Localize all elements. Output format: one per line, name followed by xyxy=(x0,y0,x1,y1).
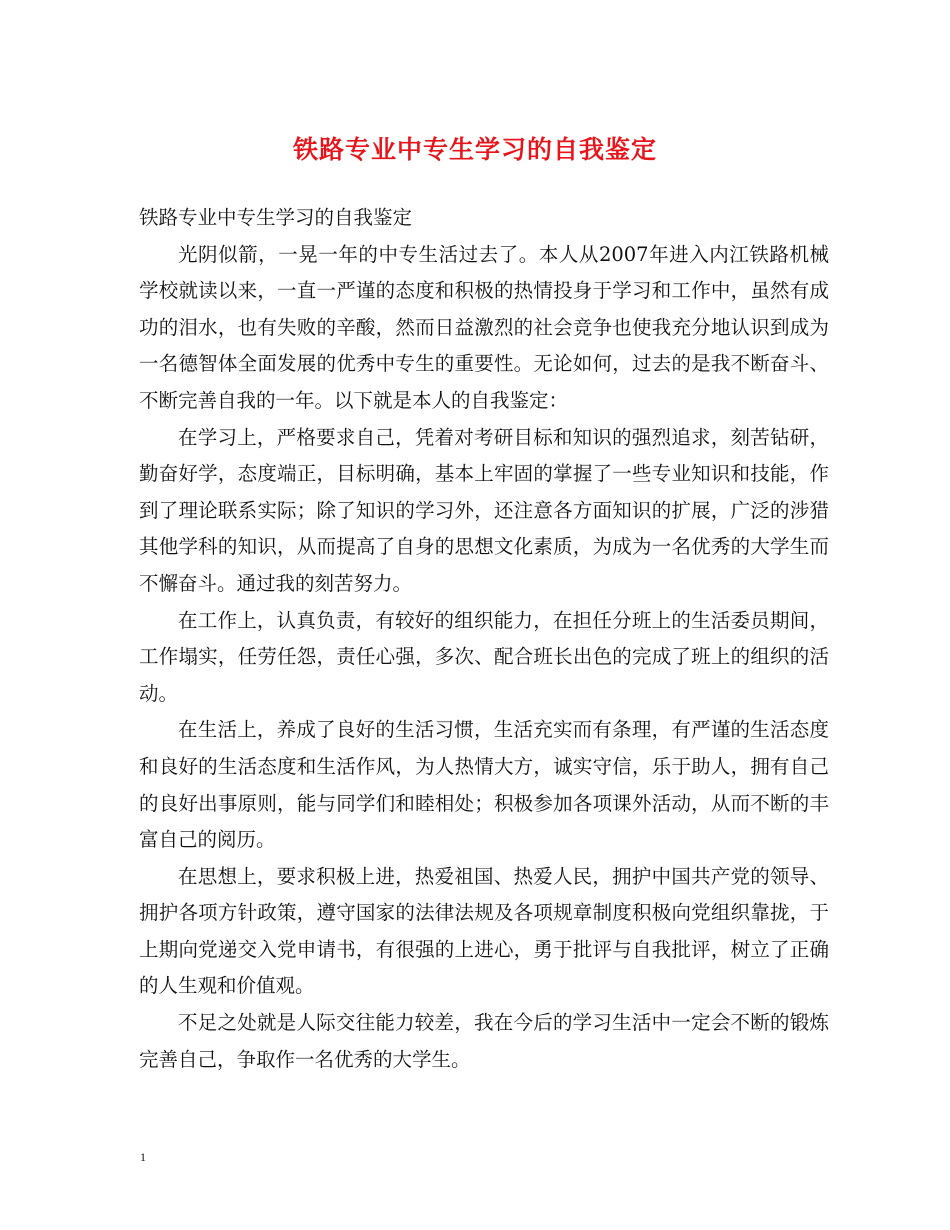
paragraph-study: 在学习上，严格要求自己，凭着对考研目标和知识的强烈追求，刻苦钻研，勤奋好学，态度端正，目标明确，基本上牢固的掌握了一些专业知识和技能，作到了理论联系实际；除了知识的学习外，还注意各方面知识的扩展，广泛的涉猎其他学科的知识，从而提高了自身的思想文化素质，为成为一名优秀的大学生而不懈奋斗。通过我的刻苦努力。 xyxy=(139,425,829,595)
page-number: 1 xyxy=(140,1150,146,1164)
paragraph-shortcoming: 不足之处就是人际交往能力较差，我在今后的学习生活中一定会不断的锻炼完善自己，争取作一名优秀的大学生。 xyxy=(139,1011,829,1071)
document-body xyxy=(139,200,829,1078)
paragraph-life: 在生活上，养成了良好的生活习惯，生活充实而有条理，有严谨的生活态度和良好的生活态度和生活作风，为人热情大方，诚实守信，乐于助人，拥有自己的良好出事原则，能与同学们和睦相处；积极参加各项课外活动，从而不断的丰富自己的阅历。 xyxy=(139,718,829,852)
paragraph-intro: 光阴似箭，一晃一年的中专生活过去了。本人从2007年进入内江铁路机械学校就读以来，一直一严谨的态度和积极的热情投身于学习和工作中，虽然有成功的泪水，也有失败的辛酸，然而日益激烈的社会竞争也使我充分地认识到成为一名德智体全面发展的优秀中专生的重要性。无论如何，过去的是我不断奋斗、不断完善自我的一年。以下就是本人的自我鉴定： xyxy=(139,242,829,412)
paragraph-thought: 在思想上，要求积极上进，热爱祖国、热爱人民，拥护中国共产党的领导、拥护各项方针政策，遵守国家的法律法规及各项规章制度积极向党组织靠拢，于上期向党递交入党申请书，有很强的上进心，勇于批评与自我批评，树立了正确的人生观和价值观。 xyxy=(139,864,829,998)
paragraph-work: 在工作上，认真负责，有较好的组织能力，在担任分班上的生活委员期间，工作塌实，任劳任怨，责任心强，多次、配合班长出色的完成了班上的组织的活动。 xyxy=(139,608,829,705)
subtitle-line: 铁路专业中专生学习的自我鉴定 xyxy=(139,206,413,229)
document-title: 铁路专业中专生学习的自我鉴定 xyxy=(292,135,657,164)
